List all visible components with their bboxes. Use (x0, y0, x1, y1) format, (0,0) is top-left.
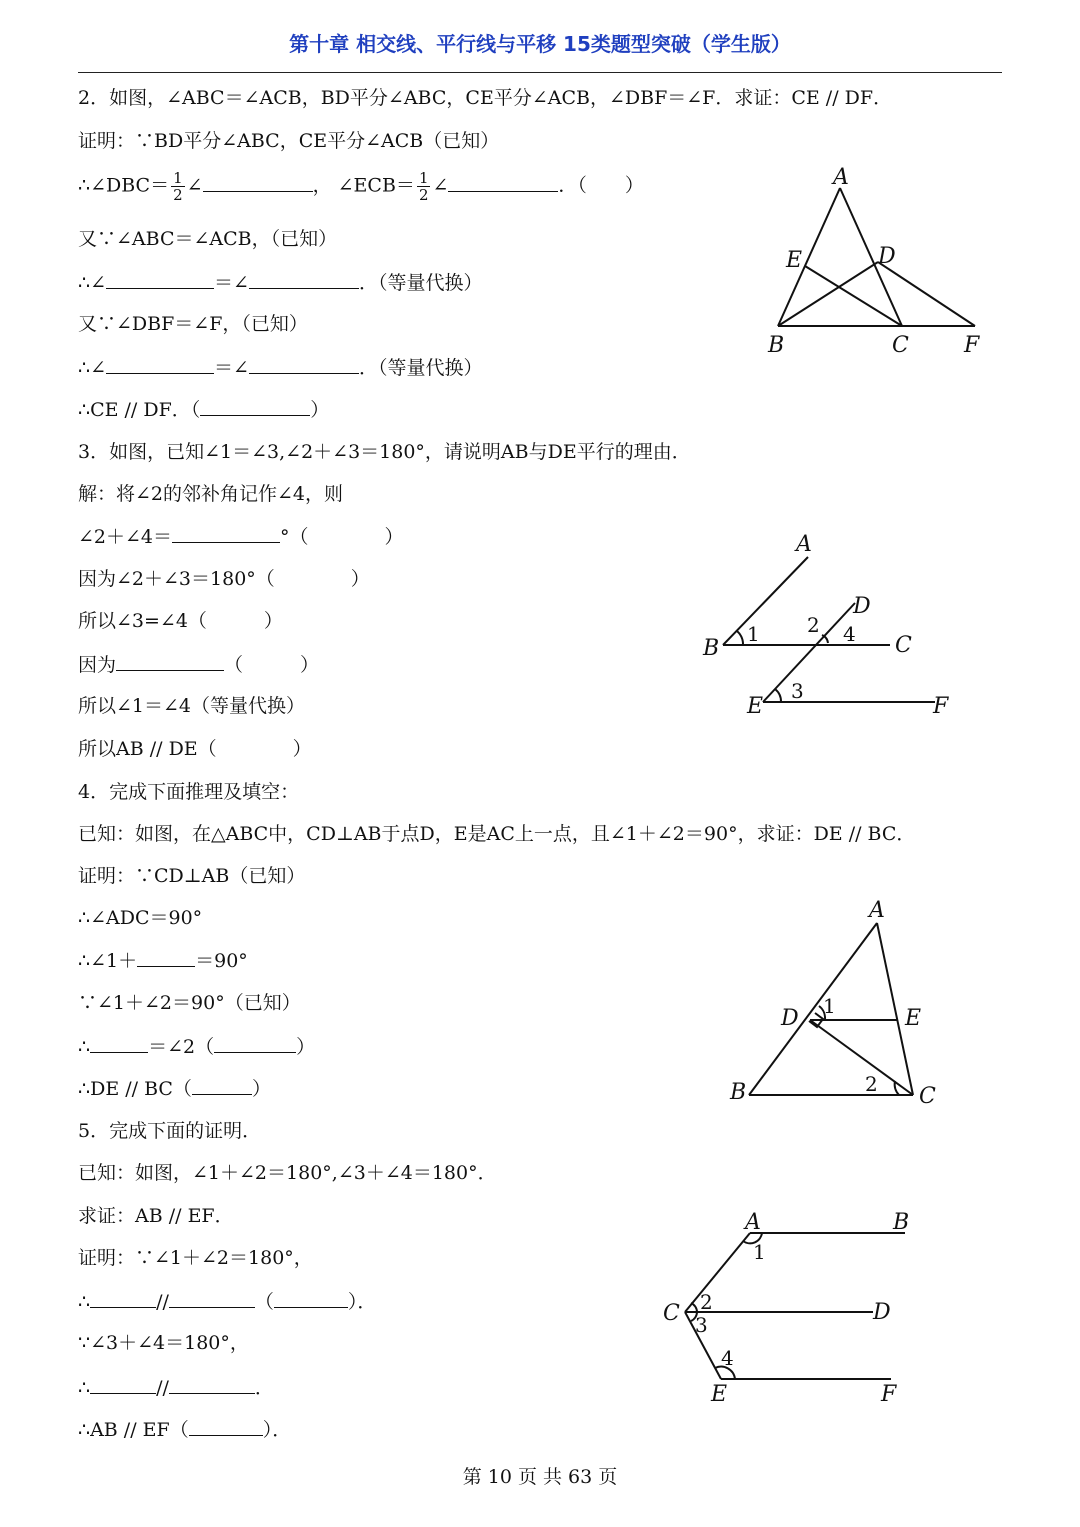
label-C: C (663, 1301, 680, 1326)
q3-line-4: 所以∠3=∠4（ ） (78, 610, 283, 632)
label-D: D (878, 244, 896, 269)
q3-statement: 3．如图，已知∠1＝∠3,∠2＋∠3＝180°，请说明AB与DE平行的理由． (78, 441, 691, 463)
q5-given: 已知：如图，∠1＋∠2＝180°,∠3＋∠4＝180°． (78, 1162, 497, 1184)
q4-title: 4．完成下面推理及填空： (78, 781, 300, 803)
angle-3: 3 (695, 1313, 708, 1337)
angle-2: 2 (865, 1072, 878, 1096)
angle-1: 1 (747, 622, 760, 646)
q2-proof-line-3: 又∵∠ABC＝∠ACB，（已知） (78, 228, 338, 250)
blank[interactable] (192, 1076, 252, 1095)
label-A: A (833, 165, 849, 190)
blank[interactable] (169, 1375, 255, 1394)
q5-line-2: ∴ // （ ）． (78, 1291, 377, 1313)
label-E: E (711, 1382, 728, 1407)
label-E: E (905, 1006, 922, 1031)
blank[interactable] (189, 1417, 263, 1436)
label-B: B (768, 333, 785, 358)
blank[interactable] (249, 270, 359, 289)
angle-2: 2 (700, 1290, 713, 1314)
q2-proof-line-4: ∴∠ ＝∠ ．（等量代换） (78, 272, 483, 294)
label-A: A (796, 532, 812, 557)
blank[interactable] (274, 1289, 348, 1308)
blank[interactable] (90, 1289, 156, 1308)
label-D: D (781, 1006, 799, 1031)
label-D: D (853, 594, 871, 619)
half-fraction: $\frac{1}{2}$ (418, 169, 429, 204)
q2-proof-line-2: ∴∠DBC＝ $\frac{1}{2}$ ∠ ， ∠ECB＝ $\frac{1}{2}$ ∠ ．（ ） (78, 169, 644, 204)
blank[interactable] (106, 270, 214, 289)
blank[interactable] (172, 524, 280, 543)
label-B: B (730, 1080, 747, 1105)
q3-line-6: 所以∠1＝∠4（等量代换） (78, 695, 306, 717)
q2-proof-line-6: ∴∠ ＝∠ ．（等量代换） (78, 357, 483, 379)
blank[interactable] (137, 948, 195, 967)
blank[interactable] (203, 173, 313, 192)
q5-line-5: ∴AB // EF（ ）． (78, 1419, 292, 1441)
label-B: B (893, 1210, 910, 1235)
blank[interactable] (106, 355, 214, 374)
q3-line-3: 因为∠2＋∠3＝180°（ ） (78, 568, 370, 590)
label-C: C (919, 1084, 936, 1109)
angle-4: 4 (843, 622, 856, 646)
q2-proof-line-7: ∴CE // DF．（ ） (78, 399, 330, 421)
q4-triangle-figure (725, 895, 965, 1110)
q4-line-4: ∵∠1＋∠2＝90°（已知） (78, 992, 301, 1014)
blank[interactable] (90, 1375, 156, 1394)
label-F: F (881, 1382, 897, 1407)
q2-text-a: ∴∠DBC＝ (78, 174, 170, 197)
q4-line-1: 证明：∵CD⊥AB（已知） (78, 865, 306, 887)
q5-line-1: 证明：∵∠1＋∠2＝180°， (78, 1247, 313, 1269)
q3-line-2: ∠2＋∠4＝ °（ ） (78, 526, 404, 548)
label-E: E (786, 248, 803, 273)
label-A: A (869, 898, 885, 923)
q5-line-3: ∵∠3＋∠4＝180°， (78, 1332, 249, 1354)
angle-1: 1 (823, 994, 836, 1018)
label-D: D (873, 1300, 891, 1325)
label-A: A (745, 1210, 761, 1235)
angle-1: 1 (753, 1240, 766, 1264)
page-footer: 第 10 页 共 63 页 (462, 1466, 618, 1488)
q5-title: 5．完成下面的证明． (78, 1120, 262, 1142)
q5-line-4: ∴ // ． (78, 1377, 274, 1399)
label-B: B (703, 636, 720, 661)
q4-statement: 已知：如图，在△ABC中，CD⊥AB于点D，E是AC上一点，且∠1＋∠2＝90°，求证：DE // BC． (78, 823, 916, 845)
blank[interactable] (249, 355, 359, 374)
blank[interactable] (169, 1289, 255, 1308)
q3-parallel-lines-figure (695, 525, 965, 725)
q4-line-3: ∴∠1＋ ＝90° (78, 950, 248, 972)
label-C: C (892, 333, 909, 358)
q3-line-5: 因为 （ ） (78, 654, 320, 676)
q4-line-2: ∴∠ADC＝90° (78, 907, 203, 929)
q3-line-1: 解：将∠2的邻补角记作∠4，则 (78, 483, 344, 505)
q5-prove: 求证：AB // EF． (78, 1205, 234, 1227)
page-header: 第十章 相交线、平行线与平移 15类题型突破（学生版） (289, 32, 791, 56)
q4-line-6: ∴DE // BC（ ） (78, 1078, 271, 1100)
blank[interactable] (200, 397, 310, 416)
q4-line-5: ∴ ＝∠2（ ） (78, 1036, 316, 1058)
label-E: E (747, 694, 764, 719)
q2-proof-line-5: 又∵∠DBF＝∠F，（已知） (78, 313, 308, 335)
half-fraction: $\frac{1}{2}$ (173, 169, 183, 204)
blank[interactable] (448, 173, 558, 192)
blank[interactable] (116, 652, 224, 671)
angle-2: 2 (807, 613, 820, 637)
q3-line-7: 所以AB // DE（ ） (78, 738, 312, 760)
blank[interactable] (214, 1034, 296, 1053)
label-F: F (933, 694, 949, 719)
angle-3: 3 (791, 679, 804, 703)
q5-parallel-lines-figure (655, 1205, 925, 1410)
header-divider (78, 72, 1002, 73)
q2-statement: 2．如图，∠ABC＝∠ACB，BD平分∠ABC，CE平分∠ACB，∠DBF＝∠F．求证：CE // DF． (78, 87, 893, 109)
q2-triangle-figure (760, 160, 1000, 360)
blank[interactable] (90, 1034, 148, 1053)
angle-4: 4 (721, 1346, 734, 1370)
q2-proof-line-1: 证明：∵BD平分∠ABC，CE平分∠ACB（已知） (78, 130, 500, 152)
label-C: C (895, 633, 912, 658)
label-F: F (964, 333, 980, 358)
